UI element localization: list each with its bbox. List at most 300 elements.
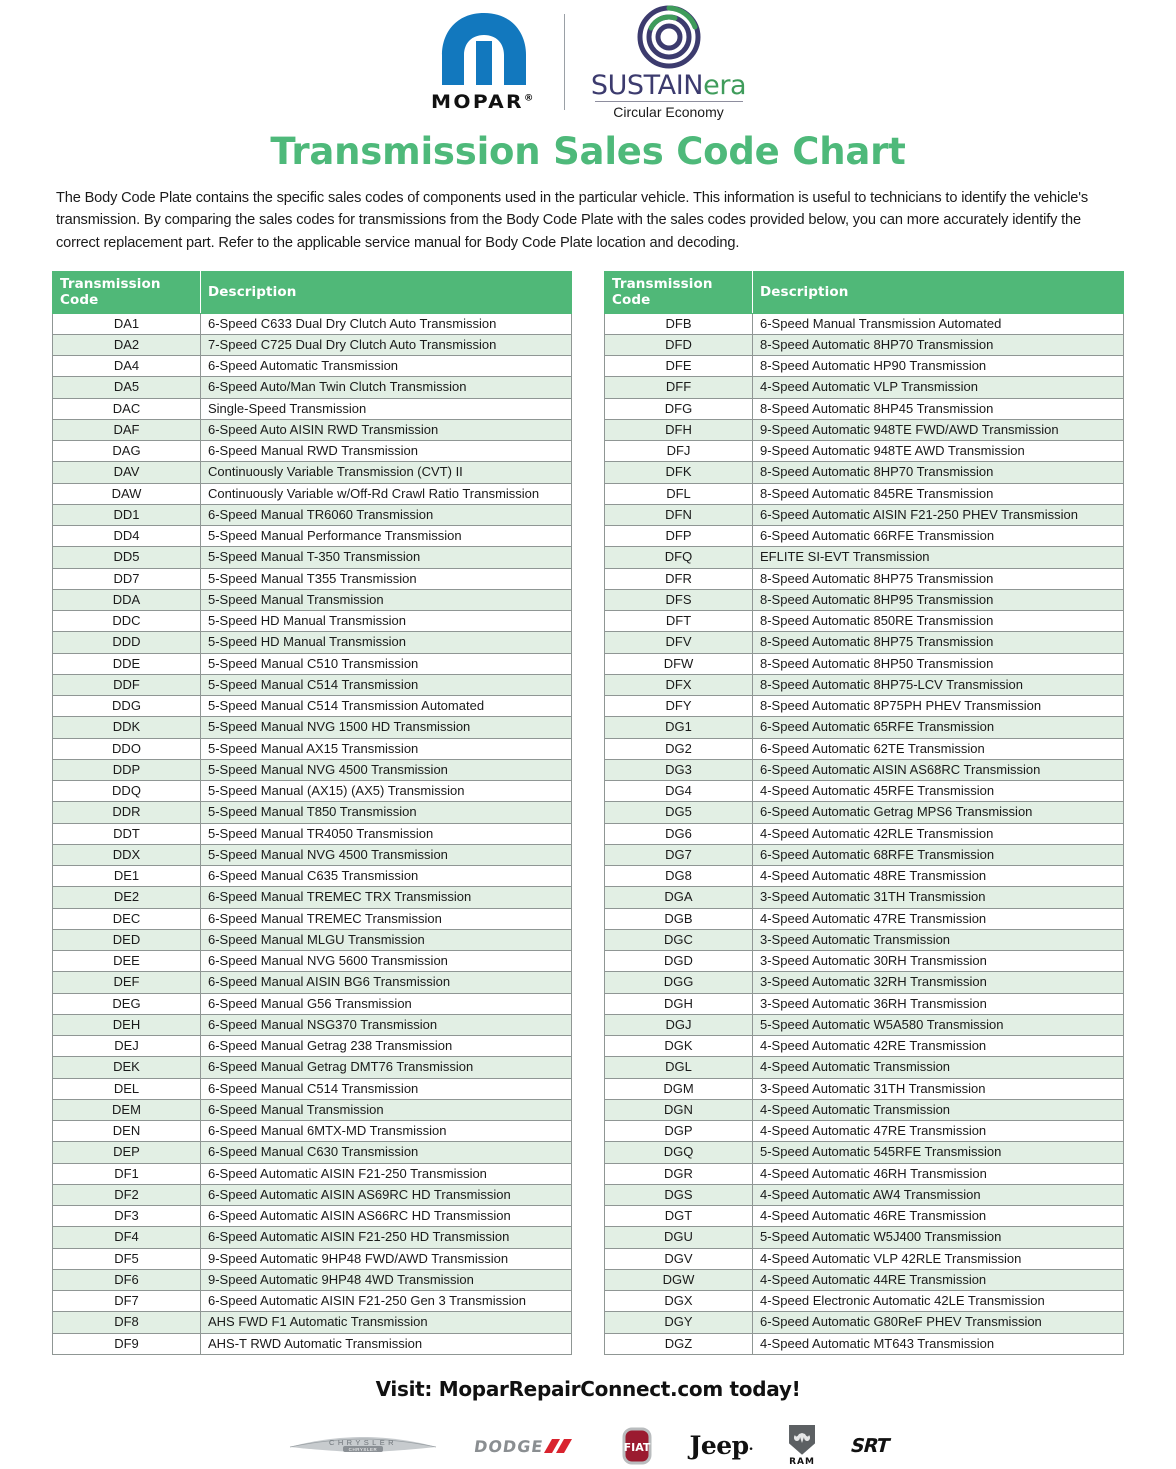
cell-description: 5-Speed Manual NVG 1500 HD Transmission <box>201 717 572 738</box>
cell-description: 5-Speed Manual C510 Transmission <box>201 653 572 674</box>
table-row <box>605 547 1124 568</box>
table-row <box>53 781 572 802</box>
table-row <box>605 1227 1124 1248</box>
fiat-icon <box>620 1427 654 1465</box>
cell-transmission-code: DG6 <box>605 823 753 844</box>
cell-transmission-code: DDA <box>53 589 201 610</box>
logo-divider <box>564 14 565 110</box>
cell-transmission-code: DG1 <box>605 717 753 738</box>
cell-description: 8-Speed Automatic 8HP95 Transmission <box>753 589 1124 610</box>
cell-description: 6-Speed Auto AISIN RWD Transmission <box>201 419 572 440</box>
column-header-description: Description <box>201 271 572 313</box>
table-row <box>605 1248 1124 1269</box>
cell-transmission-code: DGR <box>605 1163 753 1184</box>
table-row <box>605 1078 1124 1099</box>
cell-transmission-code: DDO <box>53 738 201 759</box>
cell-description: 9-Speed Automatic 948TE AWD Transmission <box>753 441 1124 462</box>
cell-description: 6-Speed Manual Getrag DMT76 Transmission <box>201 1057 572 1078</box>
cell-transmission-code: DGM <box>605 1078 753 1099</box>
cell-description: 4-Speed Automatic VLP Transmission <box>753 377 1124 398</box>
table-row <box>53 1206 572 1227</box>
table-row <box>605 653 1124 674</box>
cell-description: 8-Speed Automatic 8HP70 Transmission <box>753 462 1124 483</box>
table-row <box>53 1078 572 1099</box>
column-header-description: Description <box>753 271 1124 313</box>
cell-transmission-code: DDK <box>53 717 201 738</box>
cell-transmission-code: DFV <box>605 632 753 653</box>
cell-transmission-code: DEN <box>53 1121 201 1142</box>
footer <box>0 1377 1176 1469</box>
table-row <box>53 1142 572 1163</box>
cell-transmission-code: DFE <box>605 356 753 377</box>
table-row <box>53 483 572 504</box>
cell-transmission-code: DFR <box>605 568 753 589</box>
cell-description: 7-Speed C725 Dual Dry Clutch Auto Transmission <box>201 334 572 355</box>
sustainera-logo <box>591 5 746 120</box>
cell-description: 8-Speed Automatic 8HP75-LCV Transmission <box>753 674 1124 695</box>
cell-transmission-code: DGN <box>605 1099 753 1120</box>
cell-transmission-code: DDF <box>53 674 201 695</box>
cell-description: 9-Speed Automatic 9HP48 4WD Transmission <box>201 1269 572 1290</box>
table-row <box>53 441 572 462</box>
table-row <box>605 802 1124 823</box>
cell-transmission-code: DFQ <box>605 547 753 568</box>
cell-transmission-code: DAC <box>53 398 201 419</box>
table-row <box>53 866 572 887</box>
cell-transmission-code: DG4 <box>605 781 753 802</box>
cell-transmission-code: DGZ <box>605 1333 753 1354</box>
brand-logo-fiat <box>620 1427 654 1465</box>
cell-description: 6-Speed Automatic AISIN AS69RC HD Transmission <box>201 1184 572 1205</box>
cell-description: AHS-T RWD Automatic Transmission <box>201 1333 572 1354</box>
cell-transmission-code: DD7 <box>53 568 201 589</box>
cell-description: 6-Speed C633 Dual Dry Clutch Auto Transmission <box>201 313 572 334</box>
cell-description: 6-Speed Manual C514 Transmission <box>201 1078 572 1099</box>
cell-description: 4-Speed Automatic 48RE Transmission <box>753 866 1124 887</box>
cell-description: 8-Speed Automatic 850RE Transmission <box>753 611 1124 632</box>
cell-description: 5-Speed Automatic W5A580 Transmission <box>753 1014 1124 1035</box>
cell-transmission-code: DE2 <box>53 887 201 908</box>
cell-description: 3-Speed Automatic 31TH Transmission <box>753 1078 1124 1099</box>
cell-transmission-code: DA4 <box>53 356 201 377</box>
cell-transmission-code: DFN <box>605 504 753 525</box>
cell-transmission-code: DGB <box>605 908 753 929</box>
cell-transmission-code: DF3 <box>53 1206 201 1227</box>
cell-transmission-code: DGY <box>605 1312 753 1333</box>
table-row <box>53 887 572 908</box>
svg-text:CHRYSLER: CHRYSLER <box>328 1437 397 1447</box>
cell-transmission-code: DF1 <box>53 1163 201 1184</box>
cell-description: 6-Speed Automatic AISIN F21-250 Transmission <box>201 1163 572 1184</box>
table-row <box>53 993 572 1014</box>
cell-transmission-code: DEG <box>53 993 201 1014</box>
table-row <box>53 313 572 334</box>
cell-description: 6-Speed Manual TREMEC TRX Transmission <box>201 887 572 908</box>
transmission-code-table-right <box>604 271 1124 1355</box>
sustainera-word-part1: SUSTAIN <box>590 69 704 101</box>
ram-wordmark: RAM <box>789 1456 815 1467</box>
cell-description: 6-Speed Manual RWD Transmission <box>201 441 572 462</box>
cell-description: 5-Speed Manual Performance Transmission <box>201 526 572 547</box>
transmission-code-table-left <box>52 271 572 1355</box>
cell-transmission-code: DFG <box>605 398 753 419</box>
table-row <box>605 1099 1124 1120</box>
cell-transmission-code: DDQ <box>53 781 201 802</box>
brand-logo-chrysler <box>288 1431 438 1461</box>
cell-transmission-code: DAF <box>53 419 201 440</box>
table-body-right <box>605 313 1124 1354</box>
cell-description: 4-Speed Automatic 46RE Transmission <box>753 1206 1124 1227</box>
table-row <box>53 504 572 525</box>
cell-description: 6-Speed Automatic AISIN F21-250 HD Transmission <box>201 1227 572 1248</box>
cell-description: 5-Speed Manual T355 Transmission <box>201 568 572 589</box>
table-row <box>53 589 572 610</box>
right-table-wrapper <box>604 271 1124 1355</box>
cell-description: 3-Speed Automatic 36RH Transmission <box>753 993 1124 1014</box>
table-row <box>605 717 1124 738</box>
table-row <box>605 951 1124 972</box>
cell-description: 6-Speed Automatic G80ReF PHEV Transmission <box>753 1312 1124 1333</box>
cell-description: 6-Speed Automatic Transmission <box>201 356 572 377</box>
table-row <box>605 823 1124 844</box>
table-row <box>53 951 572 972</box>
cell-transmission-code: DGV <box>605 1248 753 1269</box>
cell-transmission-code: DGS <box>605 1184 753 1205</box>
table-row <box>605 504 1124 525</box>
cell-transmission-code: DAG <box>53 441 201 462</box>
table-row <box>53 419 572 440</box>
cell-description: 6-Speed Automatic AISIN AS66RC HD Transmission <box>201 1206 572 1227</box>
brand-logo-srt: SRT <box>848 1434 892 1457</box>
cell-description: 4-Speed Automatic 45RFE Transmission <box>753 781 1124 802</box>
cell-description: 4-Speed Electronic Automatic 42LE Transmission <box>753 1291 1124 1312</box>
cell-transmission-code: DGP <box>605 1121 753 1142</box>
sustainera-wordmark <box>590 69 747 101</box>
table-row <box>53 1291 572 1312</box>
cell-description: Continuously Variable w/Off-Rd Crawl Ratio Transmission <box>201 483 572 504</box>
table-row <box>53 738 572 759</box>
table-header-row <box>605 271 1124 313</box>
cell-transmission-code: DEH <box>53 1014 201 1035</box>
dodge-icon <box>474 1433 584 1459</box>
table-row <box>605 1206 1124 1227</box>
table-row <box>53 1163 572 1184</box>
cell-description: 6-Speed Manual AISIN BG6 Transmission <box>201 972 572 993</box>
cell-transmission-code: DAW <box>53 483 201 504</box>
sustainera-swirl-icon <box>630 5 708 71</box>
cell-description: 5-Speed Manual C514 Transmission <box>201 674 572 695</box>
table-row <box>53 1312 572 1333</box>
mopar-wordmark: MOPAR® <box>431 91 537 113</box>
sustainera-subtitle: Circular Economy <box>613 103 724 120</box>
cell-description: EFLITE SI-EVT Transmission <box>753 547 1124 568</box>
table-row <box>53 972 572 993</box>
table-row <box>605 887 1124 908</box>
cell-description: 6-Speed Manual MLGU Transmission <box>201 929 572 950</box>
table-row <box>605 844 1124 865</box>
cell-description: 4-Speed Automatic 44RE Transmission <box>753 1269 1124 1290</box>
cell-transmission-code: DFL <box>605 483 753 504</box>
cell-description: 5-Speed Automatic W5J400 Transmission <box>753 1227 1124 1248</box>
table-row <box>53 759 572 780</box>
table-row <box>605 1291 1124 1312</box>
cell-transmission-code: DDG <box>53 696 201 717</box>
logo-bar <box>0 0 1176 118</box>
cell-transmission-code: DFK <box>605 462 753 483</box>
cell-transmission-code: DA1 <box>53 313 201 334</box>
code-tables-container <box>52 271 1124 1355</box>
cell-description: 8-Speed Automatic 8P75PH PHEV Transmission <box>753 696 1124 717</box>
cell-description: 3-Speed Automatic Transmission <box>753 929 1124 950</box>
cell-transmission-code: DG5 <box>605 802 753 823</box>
cell-transmission-code: DEL <box>53 1078 201 1099</box>
cell-transmission-code: DGH <box>605 993 753 1014</box>
table-row <box>605 759 1124 780</box>
table-row <box>53 823 572 844</box>
cell-transmission-code: DGG <box>605 972 753 993</box>
table-row <box>605 483 1124 504</box>
cell-transmission-code: DGW <box>605 1269 753 1290</box>
cell-transmission-code: DFH <box>605 419 753 440</box>
cell-transmission-code: DDD <box>53 632 201 653</box>
table-row <box>53 717 572 738</box>
cell-transmission-code: DG7 <box>605 844 753 865</box>
cell-transmission-code: DEK <box>53 1057 201 1078</box>
table-row <box>53 1014 572 1035</box>
cell-description: 6-Speed Automatic 62TE Transmission <box>753 738 1124 759</box>
table-row <box>53 1099 572 1120</box>
cell-description: 8-Speed Automatic 8HP45 Transmission <box>753 398 1124 419</box>
column-header-code: Transmission Code <box>53 271 201 313</box>
table-row <box>605 1057 1124 1078</box>
table-row <box>53 1269 572 1290</box>
sustainera-rule <box>595 101 743 102</box>
cell-transmission-code: DED <box>53 929 201 950</box>
cell-transmission-code: DEE <box>53 951 201 972</box>
cell-transmission-code: DAV <box>53 462 201 483</box>
cell-transmission-code: DD1 <box>53 504 201 525</box>
table-row <box>53 696 572 717</box>
left-table-wrapper <box>52 271 572 1355</box>
cell-transmission-code: DF9 <box>53 1333 201 1354</box>
svg-text:CHRYSLER: CHRYSLER <box>348 1446 377 1452</box>
cell-description: 5-Speed Automatic 545RFE Transmission <box>753 1142 1124 1163</box>
cell-description: 6-Speed Manual Getrag 238 Transmission <box>201 1036 572 1057</box>
registered-mark-icon: ® <box>524 93 537 104</box>
table-row <box>605 738 1124 759</box>
table-row <box>605 1121 1124 1142</box>
table-row <box>53 1227 572 1248</box>
table-row <box>53 908 572 929</box>
cell-description: 6-Speed Automatic 68RFE Transmission <box>753 844 1124 865</box>
table-row <box>605 1163 1124 1184</box>
cell-transmission-code: DFF <box>605 377 753 398</box>
table-row <box>605 313 1124 334</box>
cell-transmission-code: DFY <box>605 696 753 717</box>
cell-transmission-code: DFT <box>605 611 753 632</box>
cell-transmission-code: DDR <box>53 802 201 823</box>
chrysler-wings-icon <box>288 1431 438 1461</box>
cell-description: 4-Speed Automatic 46RH Transmission <box>753 1163 1124 1184</box>
cell-description: 8-Speed Automatic 8HP75 Transmission <box>753 568 1124 589</box>
svg-text:DODGE: DODGE <box>472 1436 545 1456</box>
cell-transmission-code: DFX <box>605 674 753 695</box>
cell-description: 8-Speed Automatic 8HP50 Transmission <box>753 653 1124 674</box>
cell-description: 4-Speed Automatic Transmission <box>753 1099 1124 1120</box>
cell-transmission-code: DDT <box>53 823 201 844</box>
cell-description: 9-Speed Automatic 9HP48 FWD/AWD Transmission <box>201 1248 572 1269</box>
table-row <box>605 929 1124 950</box>
cell-description: 5-Speed HD Manual Transmission <box>201 611 572 632</box>
cell-transmission-code: DA5 <box>53 377 201 398</box>
cell-transmission-code: DEF <box>53 972 201 993</box>
cell-description: 6-Speed Automatic 65RFE Transmission <box>753 717 1124 738</box>
table-row <box>53 1036 572 1057</box>
table-row <box>53 568 572 589</box>
table-row <box>605 1312 1124 1333</box>
cell-transmission-code: DD5 <box>53 547 201 568</box>
table-row <box>53 398 572 419</box>
cell-description: 6-Speed Manual Transmission Automated <box>753 313 1124 334</box>
table-row <box>53 674 572 695</box>
cell-transmission-code: DA2 <box>53 334 201 355</box>
brand-logo-dodge <box>474 1433 584 1459</box>
table-row <box>605 611 1124 632</box>
cell-description: Continuously Variable Transmission (CVT) II <box>201 462 572 483</box>
table-row <box>53 377 572 398</box>
table-row <box>605 398 1124 419</box>
cell-transmission-code: DGC <box>605 929 753 950</box>
cell-description: 8-Speed Automatic HP90 Transmission <box>753 356 1124 377</box>
cell-transmission-code: DG3 <box>605 759 753 780</box>
cell-description: 5-Speed HD Manual Transmission <box>201 632 572 653</box>
table-row <box>605 1036 1124 1057</box>
cell-description: 6-Speed Manual 6MTX-MD Transmission <box>201 1121 572 1142</box>
cell-transmission-code: DFB <box>605 313 753 334</box>
cell-transmission-code: DFS <box>605 589 753 610</box>
table-row <box>53 334 572 355</box>
table-row <box>53 802 572 823</box>
cell-description: 5-Speed Manual AX15 Transmission <box>201 738 572 759</box>
cell-transmission-code: DDP <box>53 759 201 780</box>
cell-transmission-code: DGK <box>605 1036 753 1057</box>
cell-description: 5-Speed Manual T850 Transmission <box>201 802 572 823</box>
cell-description: 8-Speed Automatic 8HP75 Transmission <box>753 632 1124 653</box>
visit-link[interactable]: Visit: MoparRepairConnect.com today! <box>375 1376 801 1401</box>
cell-description: 5-Speed Manual NVG 4500 Transmission <box>201 844 572 865</box>
cell-transmission-code: DFW <box>605 653 753 674</box>
table-row <box>605 1184 1124 1205</box>
table-row <box>53 356 572 377</box>
cell-description: Single-Speed Transmission <box>201 398 572 419</box>
table-row <box>605 1142 1124 1163</box>
cell-transmission-code: DF4 <box>53 1227 201 1248</box>
cell-description: 8-Speed Automatic 8HP70 Transmission <box>753 334 1124 355</box>
table-row <box>605 1333 1124 1354</box>
table-row <box>605 356 1124 377</box>
brand-logo-jeep: Jeep . <box>689 1431 754 1461</box>
cell-description: 6-Speed Manual G56 Transmission <box>201 993 572 1014</box>
table-row <box>605 632 1124 653</box>
cell-transmission-code: DD4 <box>53 526 201 547</box>
table-row <box>605 781 1124 802</box>
table-row <box>605 589 1124 610</box>
brand-logo-row <box>0 1423 1176 1469</box>
cell-description: 6-Speed Automatic 66RFE Transmission <box>753 526 1124 547</box>
ram-head-icon <box>789 1425 815 1455</box>
cell-description: 4-Speed Automatic 42RE Transmission <box>753 1036 1124 1057</box>
table-row <box>53 929 572 950</box>
cell-transmission-code: DF7 <box>53 1291 201 1312</box>
cell-description: 5-Speed Manual Transmission <box>201 589 572 610</box>
table-row <box>605 674 1124 695</box>
table-row <box>53 1057 572 1078</box>
cell-transmission-code: DF8 <box>53 1312 201 1333</box>
cell-description: 5-Speed Manual NVG 4500 Transmission <box>201 759 572 780</box>
cell-description: 6-Speed Automatic AISIN F21-250 Gen 3 Transmission <box>201 1291 572 1312</box>
cell-transmission-code: DGU <box>605 1227 753 1248</box>
cell-description: 6-Speed Automatic Getrag MPS6 Transmission <box>753 802 1124 823</box>
mopar-omega-icon <box>430 11 538 89</box>
cell-transmission-code: DGL <box>605 1057 753 1078</box>
cell-transmission-code: DGA <box>605 887 753 908</box>
table-row <box>53 1184 572 1205</box>
cell-description: 5-Speed Manual (AX15) (AX5) Transmission <box>201 781 572 802</box>
cell-description: 6-Speed Auto/Man Twin Clutch Transmission <box>201 377 572 398</box>
cell-description: 6-Speed Manual TREMEC Transmission <box>201 908 572 929</box>
page-title: Transmission Sales Code Chart <box>270 130 906 173</box>
cell-transmission-code: DFJ <box>605 441 753 462</box>
table-row <box>605 1014 1124 1035</box>
cell-transmission-code: DF6 <box>53 1269 201 1290</box>
cell-description: 3-Speed Automatic 32RH Transmission <box>753 972 1124 993</box>
cell-transmission-code: DGT <box>605 1206 753 1227</box>
cell-transmission-code: DEC <box>53 908 201 929</box>
table-row <box>605 419 1124 440</box>
cell-transmission-code: DFD <box>605 334 753 355</box>
cell-description: 4-Speed Automatic MT643 Transmission <box>753 1333 1124 1354</box>
mopar-logo <box>430 11 538 113</box>
cell-description: 4-Speed Automatic 42RLE Transmission <box>753 823 1124 844</box>
cell-transmission-code: DGJ <box>605 1014 753 1035</box>
cell-transmission-code: DFP <box>605 526 753 547</box>
cell-description: 5-Speed Manual T-350 Transmission <box>201 547 572 568</box>
cell-description: 4-Speed Automatic 47RE Transmission <box>753 1121 1124 1142</box>
table-body-left <box>53 313 572 1354</box>
cell-description: 5-Speed Manual C514 Transmission Automated <box>201 696 572 717</box>
cell-transmission-code: DGD <box>605 951 753 972</box>
table-row <box>605 1269 1124 1290</box>
cell-transmission-code: DF2 <box>53 1184 201 1205</box>
cell-transmission-code: DEJ <box>53 1036 201 1057</box>
table-row <box>605 696 1124 717</box>
table-head-left <box>53 271 572 313</box>
table-row <box>605 866 1124 887</box>
cell-transmission-code: DDE <box>53 653 201 674</box>
table-row <box>53 1248 572 1269</box>
table-row <box>53 526 572 547</box>
table-row <box>53 1121 572 1142</box>
table-row <box>53 547 572 568</box>
cell-description: 3-Speed Automatic 31TH Transmission <box>753 887 1124 908</box>
table-row <box>605 908 1124 929</box>
cell-description: 4-Speed Automatic VLP 42RLE Transmission <box>753 1248 1124 1269</box>
cell-description: AHS FWD F1 Automatic Transmission <box>201 1312 572 1333</box>
cell-description: 6-Speed Automatic AISIN F21-250 PHEV Transmission <box>753 504 1124 525</box>
cell-description: 3-Speed Automatic 30RH Transmission <box>753 951 1124 972</box>
table-row <box>605 568 1124 589</box>
table-row <box>53 611 572 632</box>
